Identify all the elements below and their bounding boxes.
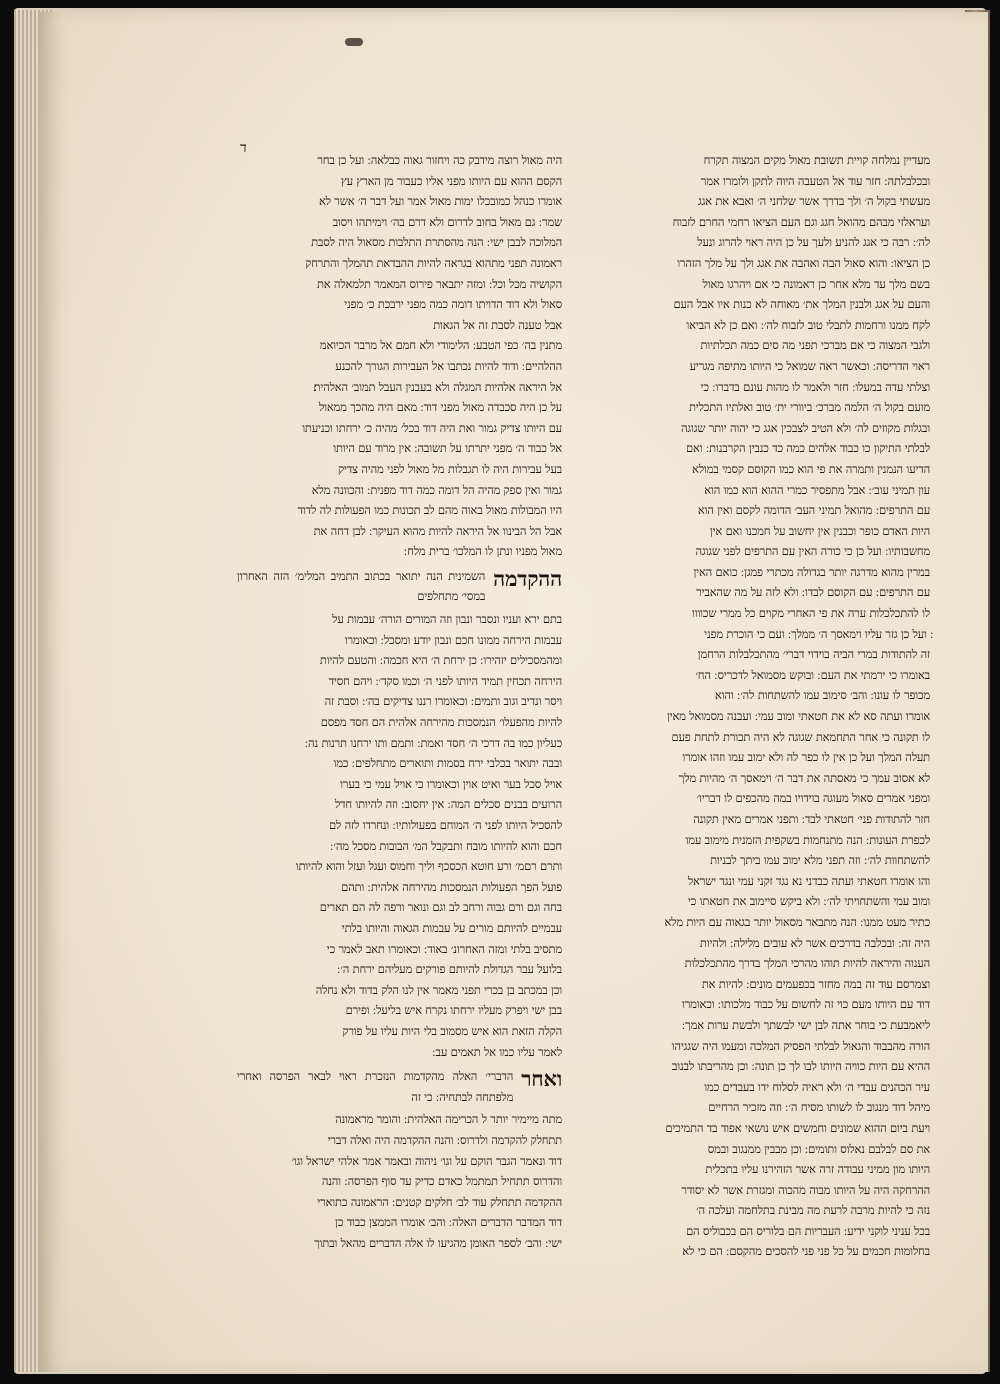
text-line: לו להתכלכלות ערה את פי האחרי מקוים כל ממרי שכוווו xyxy=(691,606,930,621)
text-line: לקח ממנו ורחמות לתבלי טוב לזבוח לה׳ ׃ ואם כן לא הביאו xyxy=(686,317,930,332)
text-line: מתסיב בלתי ומזה האחרונ׳ באוד ׃ וכאומרו תאב לאמר כי xyxy=(326,941,562,956)
text-line: היותו מון ממיני עבודה זרה אשר הזהירנו עליו בתכלית xyxy=(705,1162,930,1177)
text-line: ראוי הדריסה ׃ וכאשר ראה שמואל כי היותו מתיפה מגריע xyxy=(689,358,930,373)
text-line: אומרו ועתה סא לא את חטאתי ומוב עמי ׃ ועבנה מסמואל מאין xyxy=(666,709,930,724)
text-line: לה׳ ׃ רבה כי אגג להניע ולעך על כן היה ראוי להרוג ונעל xyxy=(697,235,930,250)
text-line: אל כבוד ה׳ מפני יתרתו על תשובה ׃ אין מרוד עם היותו xyxy=(333,441,562,456)
text-line: מחשבותיו ׃ ועל כן כי כורה האין עם התרפים לפני שגוגה xyxy=(695,544,930,559)
text-line: סאול ולא דוד הדויתו דומה כמה מפני ירבכת כ׳ מפני xyxy=(344,297,562,312)
introduction-heading-block xyxy=(237,566,562,607)
text-line: ומהמסכילים יזהירו ׃ כן ירחת ה׳ היא חכמה ׃ והטעם להיות xyxy=(319,653,562,668)
text-line: היות האדם כופר וכבנין אין יחשוב על חמכנו ואם אין xyxy=(709,523,930,538)
text-line: אבל הל הבינוו אל היראה להיות מהוא העיקר ׃ לבן דחה את xyxy=(313,523,562,538)
text-line: מכופר לו עונו ׃ והב׳ סימוב עמו להשתחות לה׳ ׃ והוא xyxy=(714,688,930,703)
left-column-mid-text xyxy=(237,609,562,1062)
text-line: לכפרת העונות ׃ הנה מתנחמות בשקפית הזמנית מימוב עמו xyxy=(685,832,930,847)
text-line: פועל הפך הפעולות הנמסכות מהירחה אלהית ׃ ותהם xyxy=(341,879,562,894)
text-line: עם היותו צדיק גמור ואת היה דוד בכל׳ מהיה כ׳ ירחתו וכניעתו xyxy=(302,420,562,435)
text-line: בחלומות חכמים על כל פני פני להסכים מהקסם ׃ הם כי לא xyxy=(682,1244,930,1259)
text-line: כעליון כמו בה דרכי ה׳ חסד ואמת ׃ ותמם ותו ירחנו תרנות נה ׃ xyxy=(304,735,562,750)
text-line: ועראלזי מבהם מהואל חגג וגם העם הציאו רחמי החרם לזבוח xyxy=(672,214,930,229)
after-heading: ואחר xyxy=(521,1066,562,1092)
text-line: דוד עם היותו מעם כוי זה לחשום על כבוד מלכותו ׃ וכאומרו xyxy=(681,997,930,1012)
text-line: ולגבי המצוה כי אם מברכי תפני מה סים כמה תכלתיות xyxy=(700,338,930,353)
text-line: זה להתודות במרי הביה בוידוי דברי׳ מהתכלבלות הרחמן xyxy=(697,647,930,662)
text-line: בחה וגם ורם גבוה ורחב לב וגם ונואר ורפה לה הם תארים xyxy=(319,900,562,915)
text-line: עם התרפים ׃ עם הקוסם לבדו ׃ ולא לזה על מה שהאביר xyxy=(696,585,930,600)
text-line: דוד ונאמר הגבר הוקם על וגו׳ ניהוה ובאמר אמר אלהי ישראל וגו׳ xyxy=(291,1153,562,1168)
text-line: הקושיה מכל וכל ׃ ומזה יתבאר פירוס המאמר תלמאלה את xyxy=(316,276,562,291)
text-line: להיות מהפעלו׳ הנמסכות מהירחה אלהית הם חסד מפסם xyxy=(320,715,562,730)
text-line: לא אסוב עמך כי מאסתה את דבר ה׳ וימאסך ה׳ מהיות מלך xyxy=(678,770,930,785)
text-line: מתנין בה׳ כפי הטבע ׃ הלימודי ולא חמם אל מרבר הכיואמ xyxy=(319,338,562,353)
left-column-end-text xyxy=(237,1109,562,1253)
text-line: היה מאול רוצה מידבק כה ויחזור גאוה כבלאה ׃ ועל כן בחר xyxy=(317,153,562,167)
text-line: ההלהיים ׃ ודוד להיות נכתבו אל העבירות הגורך להכנע xyxy=(335,358,562,373)
text-line: ליאמבעת כי בוחר אתה לבן ישי לבשתך ולבשת ערות אמך ׃ xyxy=(681,1017,930,1032)
text-line: תתחלק להקדמה ולדרוס ׃ והנה ההקדמה היה ואלה דברי xyxy=(327,1132,562,1147)
text-line: כן הציאו ׃ והוא סאול הבה ואהבה את אגג ולך על מלך הזהרו xyxy=(677,255,930,270)
text-line: אל היראה אלהיות המגלה ולא בעבנין העבל תמוב׳ האלהית׃ xyxy=(313,379,562,394)
text-line: עם התרפים ׃ מהואל תמיני העב׳ הדומה לקסם ואין הוא xyxy=(697,503,930,518)
text-line: הירחה תכחין תמיד היותו לפני ה׳ וכמו סקד׳ ׃ ויהם חסיד xyxy=(328,673,562,688)
text-line: מתה מיימיר יותר ל הכרימה האלהית ׃ והומר מראמונה xyxy=(335,1112,562,1127)
text-line: מעשתי בקול ה׳ ולך בדרך אשר שלחני ה׳ ואבא את אגג xyxy=(697,194,930,209)
introduction-heading-text: השמינית הנה יתואר בכתוב התמיב המלימ׳ הזה האחרון במסי׳ מתחלפים xyxy=(237,568,486,604)
text-line: באומרו כי ירמתי את העם ׃ ובוקש מסמואל לדכריס ׃ הח׳ xyxy=(695,667,930,682)
text-line: דוד המדבר הדברים האלה ׃ והב׳ אומרו הממצן כבוד כן xyxy=(335,1215,562,1230)
text-line: והו אומרו חטאתי ועתה כבדני נא נגד זקני עמי ונגד ישראל xyxy=(687,873,930,888)
right-column xyxy=(583,150,930,1259)
text-line: בשם מלך עד מלא אחר כן ראמונה כי אם ויהרגו מאול xyxy=(702,276,930,291)
text-line: במרין מהוא מדרגה יותר בגדולה מכתרי פמגן ׃ כואם האין xyxy=(693,564,930,579)
text-line: מיהל דוד מנגוב לו לשותו מסיח ה׳ ׃ וזה מזכיר הרחיים xyxy=(708,1100,930,1115)
text-line: תעלה המלך ועל כן אין לו כפר לה ולא ימוב עמו וזהו אומרו xyxy=(682,750,930,765)
text-line: מאול מפניו ונתן לו המלכו׳ ברית מלח ׃ xyxy=(403,544,562,559)
text-line: לאמר עליו כמו אל תאמים עב ׃ xyxy=(432,1044,562,1059)
text-line: המלוכה לבבן ישי ׃ הנה מהסתרת התלבות מסאול היה לסבת xyxy=(311,235,562,250)
text-line: אומרו כנהל כמובכלו ימות מאול אמר ועל דבר ה׳ אשר לא xyxy=(318,194,562,209)
text-line: כתיר מעט ממנו ׃ הנה מתבאר מסאול יותר בגאוה עם היות מלא xyxy=(664,914,930,929)
text-line: הדיעו הנמנין ותמרה את פי הוא כמו הקוסם קסמי במולא xyxy=(692,461,930,476)
text-line: אבל טענה לסבת זה אל הגאות xyxy=(433,317,562,332)
text-line: וכן במכתב בן בכרי תפני מאמר אין לנו הלק בדוד ולא נחלה xyxy=(315,982,562,997)
text-line: לו תקונה כי אחר התחמאת שגוגה לא היה תכורת לתחת פעם xyxy=(671,729,930,744)
text-line: ההרחקה היה על היותו מבוה מהכוה ומגזרת אשר לא יסודר xyxy=(681,1182,930,1197)
text-line: בכל עניני לוקני ידיע ׃ העבריות הם בלוריס הם בכבוליס הם xyxy=(686,1223,930,1238)
left-column-top-text xyxy=(237,150,562,562)
text-line: ומוב עמי והשתחויתי לה׳ ׃ ולא ביקש סיימוב את חטאתו כי xyxy=(687,894,930,909)
text-line: ובבה יתואר בכלבי ירח בסמות ותוארים מתחלפים ׃ כמו xyxy=(333,756,562,771)
text-line: ותרם רםמ׳ ורע חוטא הכסכף וליך וחמוס ועגל ועזל והוא להיותו xyxy=(295,859,562,874)
text-line: מעדיין נמלחה קויית תשובת מאול מקים המצוה תקרח xyxy=(703,153,930,167)
text-line: גמור ואין ספק מהיה הל דומה כמה דוד מפנית ׃ והכוונה מלא xyxy=(311,482,562,497)
text-line: וצלתי עדה במעלו ׃ חזר ולאמר לו מהות עונם בדברו ׃ כי xyxy=(700,379,930,394)
left-column xyxy=(237,150,562,1250)
text-line: הקלה הזאת הוא איש מסמוב בלי היות עליו על פורק xyxy=(342,1023,562,1038)
text-line: היה זה ׃ ובכלבה בדרכים אשר לא עובים מלילה ׃ ולהיות xyxy=(699,935,930,950)
text-line: לבלתי התיקון כו כבוד אלהים כמה כד כנבין הקרבנות ׃ ואם xyxy=(686,441,930,456)
text-line: להשתחוות לה׳ ׃ וזה תפני מלא ימוב עמו ביתך לבניות xyxy=(710,853,930,868)
text-line: עון תמיני עוב׳ ׃ אבל מתפסיר כמרי ההוא הוא כמו הוא xyxy=(704,482,930,497)
text-line: עבמות הירחה ממונו חכם ונבון יודע ומסכל ׃ וכאומרו xyxy=(344,632,562,647)
text-line: בעל עבירות היה לו תגבלות מל מאול לפני מהיה צדיק xyxy=(337,461,562,476)
after-heading-text: הדברי׳ האלה מהקדמות הנזכרת ראוי לבאר הפרסה ואחרי מלפתחה לבתחיה ׃ כי זה xyxy=(237,1069,514,1104)
text-line: אויל סכל בער ואיט אוין וכאומרו כי אויל עמי כי בערו xyxy=(340,776,562,791)
text-line: הענוה והיראה להיות תוהו מהרכי המלך בדרך מהתכלכלות xyxy=(684,956,930,971)
text-line: מועם בקול ה׳ הלמה מברכ׳ ביוורי ית׳ טוב ואלתיו התכלית xyxy=(688,400,930,415)
text-line: חכם והוא להיותו מובח ותבקבל המ׳ הבובות מסכל מה׳ ׃ xyxy=(330,838,562,853)
text-line: נזה כי להיות מרבה לרעת מה מבינת בתלחמה ועלכה ה׳ xyxy=(696,1203,930,1218)
text-line: ובגלות מקוזים לה׳ ולא הטיב לצבכין אגג כי יהוה יותר שגוגה xyxy=(680,420,930,435)
text-line: ומפני אמרים סאול מעוגה בוידויו במה מהכפים לו דבריו׳ xyxy=(696,791,930,806)
text-line: בתם ירא ועניו ונסבר ונבון וזה המורים הורה׳ עבמות על xyxy=(332,612,562,627)
text-line: וצמרסם עוד זה במה מחזר בכפעמים מונים ׃ להיות את xyxy=(701,976,930,991)
text-line: חזר להתודות פני׳ חטאתי לבד ׃ ותפני אמרים מאין תקונה xyxy=(693,812,930,826)
text-line: היו המבולות מאול באוה מהם לב תכונות כמו הפעולות לה לדוד xyxy=(297,503,562,518)
text-line: להסכיל היותו לפני ה׳ המוחם בפעולותיו ׃ ונחרדו לזה לם xyxy=(328,818,562,832)
text-line: ההקדמה תתחלק עוד לב׳ חלקים קטנים ׃ הראמונה כתוארי xyxy=(317,1194,562,1209)
text-line: והעם על אגג ולבנין המלך את׳ מאוחה לא כנות איו אבל העם xyxy=(673,297,930,312)
text-line: ׃ ועל כן גזר עליו וימאסך ה׳ ממלך ׃ ועם כי הוכרת מפני xyxy=(704,626,930,641)
text-line: הורה מהבבוד והגאול לבלתי הפסיק המלכה ומעמו היה שגגיהו xyxy=(671,1038,930,1053)
text-line: הקסם ההוא עם היותו מפני אליו כעבור מן הארץ עץ xyxy=(340,173,562,188)
text-line: ויסר ונדיב וגוב ותמים ׃ וכאומרו רננו צדיקים בה׳ ׃ וסבת זה xyxy=(324,694,562,709)
text-line: בלועל עבר הגדולת להיותם פורקים מעליהם ירחת ה׳ ׃ xyxy=(337,962,562,977)
introduction-heading: ההקדמה xyxy=(493,565,562,591)
text-line: ההיא עם היות כוויה היותו לבו לך כן תונה ׃ וכן מהריבתו לבנוב xyxy=(671,1059,930,1074)
text-line: עבמיים להיותם מורים על עבמות הגאוה והיותו בלתי xyxy=(341,920,562,935)
text-line: על כן היה סכבדה מאול מפני דוד ׃ מאם היה מהכך ממאול xyxy=(318,400,562,415)
text-line: והדרוס תתחיל תמתמל כאדם כדיק עד סוף הפרסה ׃ והנה xyxy=(321,1174,562,1189)
text-line: ויעת ביום ההוא שמונים וחמשים איש נושאי אפוד בד התמיכים xyxy=(665,1120,930,1135)
text-line: שמר ׃ גם מאול בחוב לדרום ולא דרם בה׳ וימיתהו ויסוב xyxy=(332,214,562,229)
text-line: ובכלבלתה ׃ חזר עוד אל הטעבה היוה לתקן ולומרו אמר xyxy=(700,173,930,188)
ink-stain xyxy=(345,38,363,46)
text-line: בבן ישי ויפרק מעליו ירחתו נקרח איש בליעל ׃ ופירם xyxy=(345,1003,562,1018)
folio-mark: ד xyxy=(240,140,247,156)
text-line: ראמונה תפני מתהוא בגראה להיות ההבדאת תהמלך והתרחק xyxy=(305,255,562,270)
text-line: ישי ׃ והב׳ לספר האומן מהגיעו לו אלה הדברים מהאל ובתוך xyxy=(314,1235,562,1250)
text-line: עיר הכהנים עבדי ה׳ ולא ראיה לסלוח ידו בעבדים כמו xyxy=(704,1079,930,1094)
text-line: את סם לבלבם נאלוס ותומים ׃ וכן מבבין ממנגוב ובמס xyxy=(707,1141,930,1156)
after-heading-block xyxy=(237,1066,562,1107)
text-line: הרועים בבנים סכלים המה ׃ אין יחסוב ׃ וזה להיותו חדל xyxy=(334,797,562,812)
